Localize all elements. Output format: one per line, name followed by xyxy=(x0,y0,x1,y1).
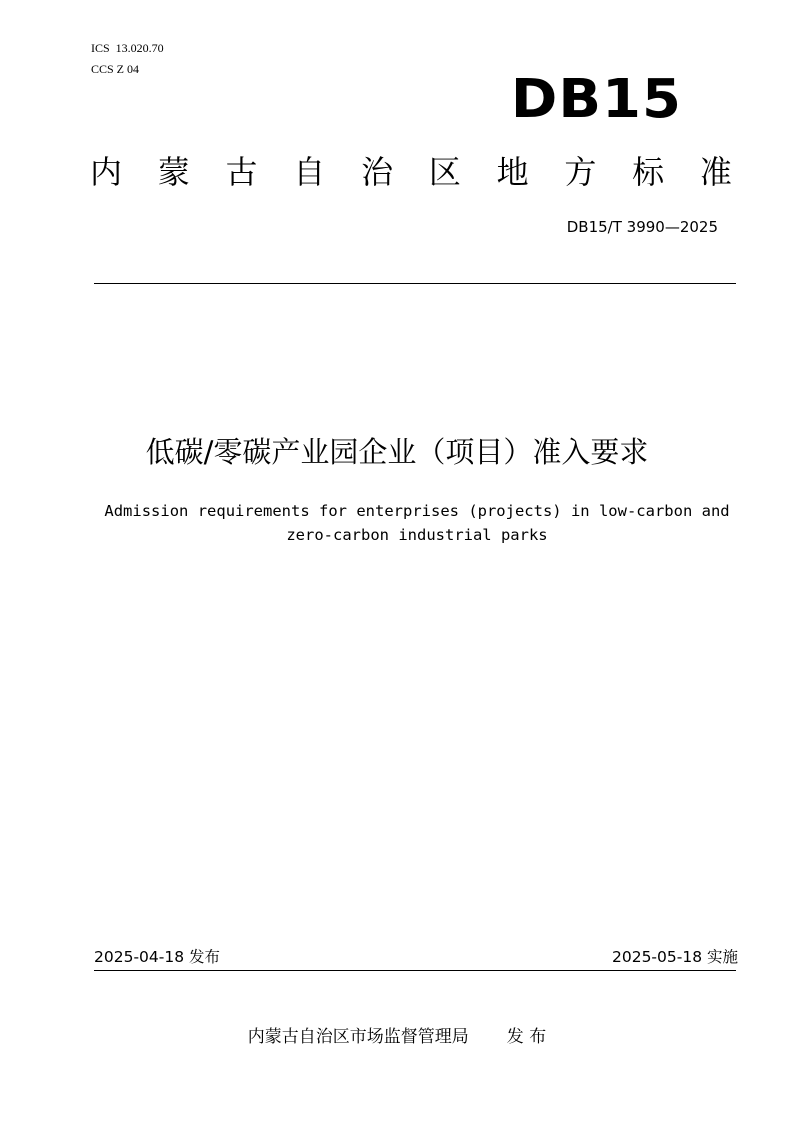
document-title-english xyxy=(80,499,754,547)
standard-type-char: 准 xyxy=(699,153,732,191)
db15-logo: DB15 xyxy=(510,68,682,131)
standard-type-char: 内 xyxy=(90,153,123,191)
release-date: 2025-04-18 发布 xyxy=(94,948,221,966)
issuing-authority: 内蒙古自治区市场监督管理局 xyxy=(247,1027,469,1047)
publish-action: 发 布 xyxy=(506,1027,547,1047)
standard-type-heading xyxy=(90,148,732,196)
document-title-chinese: 低碳/零碳产业园企业（项目）准入要求 xyxy=(145,435,649,469)
standard-type-char: 区 xyxy=(428,153,461,191)
publisher-line xyxy=(0,1024,794,1050)
ccs-code: CCS Z 04 xyxy=(91,62,140,76)
standard-type-char: 蒙 xyxy=(157,153,190,191)
standard-type-char: 标 xyxy=(632,153,665,191)
standard-type-char: 治 xyxy=(361,153,394,191)
english-title-line: Admission requirements for enterprises (projects) in low-carbon and xyxy=(104,502,730,520)
classification-codes xyxy=(91,38,164,80)
standard-type-char: 方 xyxy=(564,153,597,191)
standard-type-char: 古 xyxy=(225,153,258,191)
top-divider xyxy=(94,283,736,284)
date-row xyxy=(94,945,736,969)
bottom-divider xyxy=(94,970,736,971)
standard-number: DB15/T 3990—2025 xyxy=(566,218,718,236)
standard-type-char: 地 xyxy=(496,153,529,191)
ics-code: ICS 13.020.70 xyxy=(91,41,164,55)
english-title-line: zero-carbon industrial parks xyxy=(286,526,548,544)
standard-type-char: 自 xyxy=(293,153,326,191)
implementation-date: 2025-05-18 实施 xyxy=(611,948,738,966)
